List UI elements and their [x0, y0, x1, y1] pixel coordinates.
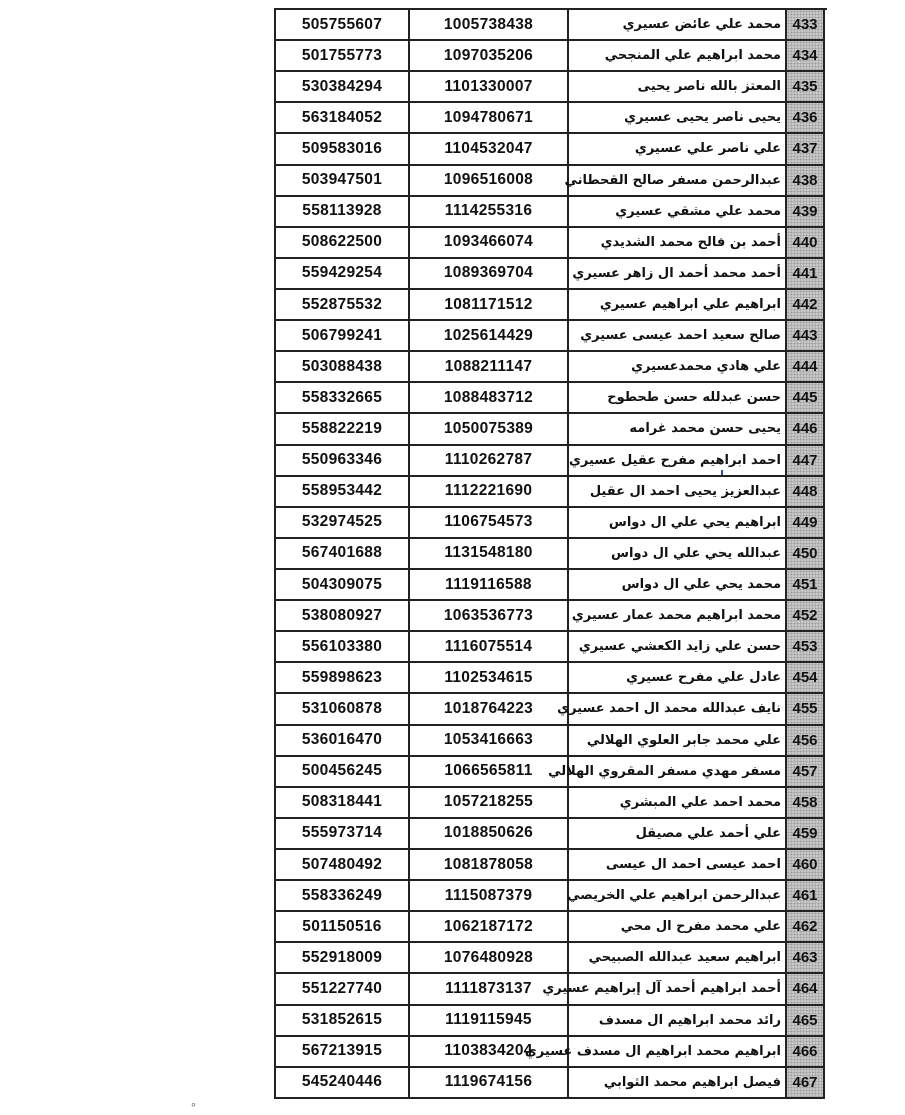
row-number-cell: 454 [787, 663, 825, 694]
row-number-cell: 457 [787, 757, 825, 788]
row-number-cell: 434 [787, 41, 825, 72]
row-number-cell: 464 [787, 974, 825, 1005]
name-cell: عبدالرحمن مسفر صالح القحطاني [569, 166, 787, 197]
row-number-cell: 466 [787, 1037, 825, 1068]
phone-cell: 536016470 [276, 726, 410, 757]
id-cell: 1088483712 [410, 383, 569, 414]
row-number-cell: 448 [787, 477, 825, 508]
id-cell: 1081171512 [410, 290, 569, 321]
phone-cell: 505755607 [276, 10, 410, 41]
row-number-cell: 443 [787, 321, 825, 352]
row-number-cell: 436 [787, 103, 825, 134]
phone-cell: 500456245 [276, 757, 410, 788]
phone-cell: 530384294 [276, 72, 410, 103]
id-cell: 1112221690 [410, 477, 569, 508]
name-cell: صالح سعيد احمد عيسى عسيري [569, 321, 787, 352]
id-cell: 1101330007 [410, 72, 569, 103]
row-number-cell: 446 [787, 414, 825, 445]
table-row [276, 912, 827, 943]
table-row [276, 1037, 827, 1068]
id-cell: 1119674156 [410, 1068, 569, 1099]
id-cell: 1062187172 [410, 912, 569, 943]
ink-mark [721, 470, 723, 475]
id-cell: 1115087379 [410, 881, 569, 912]
phone-cell: 551227740 [276, 974, 410, 1005]
table-row [276, 10, 827, 41]
table-row [276, 197, 827, 228]
phone-cell: 558336249 [276, 881, 410, 912]
table-row [276, 819, 827, 850]
name-cell: ابراهيم محمد ابراهيم ال مسدف عسيري [569, 1037, 787, 1068]
name-cell: أحمد محمد أحمد ال زاهر عسيري [569, 259, 787, 290]
table-row [276, 539, 827, 570]
name-cell: يحيى حسن محمد غرامه [569, 414, 787, 445]
table-row [276, 881, 827, 912]
table-row [276, 352, 827, 383]
id-cell: 1018850626 [410, 819, 569, 850]
id-cell: 1081878058 [410, 850, 569, 881]
name-cell: عبدالرحمن ابراهيم علي الخريصي [569, 881, 787, 912]
phone-cell: 509583016 [276, 134, 410, 165]
row-number-cell: 444 [787, 352, 825, 383]
row-number-cell: 460 [787, 850, 825, 881]
phone-cell: 501150516 [276, 912, 410, 943]
phone-cell: 559898623 [276, 663, 410, 694]
row-number-cell: 445 [787, 383, 825, 414]
id-cell: 1093466074 [410, 228, 569, 259]
row-number-cell: 458 [787, 788, 825, 819]
table-row [276, 570, 827, 601]
id-cell: 1116075514 [410, 632, 569, 663]
name-cell: محمد ابراهيم محمد عمار عسيري [569, 601, 787, 632]
table-row [276, 259, 827, 290]
name-cell: علي ناصر علي عسيري [569, 134, 787, 165]
phone-cell: 531852615 [276, 1006, 410, 1037]
id-cell: 1103834204 [410, 1037, 569, 1068]
row-number-cell: 438 [787, 166, 825, 197]
name-cell: علي أحمد علي مصيقل [569, 819, 787, 850]
row-number-cell: 439 [787, 197, 825, 228]
row-number-cell: 463 [787, 943, 825, 974]
name-cell: أحمد بن فالح محمد الشديدي [569, 228, 787, 259]
phone-cell: 508318441 [276, 788, 410, 819]
id-cell: 1097035206 [410, 41, 569, 72]
table-row [276, 1068, 827, 1099]
id-cell: 1088211147 [410, 352, 569, 383]
phone-cell: 507480492 [276, 850, 410, 881]
row-number-cell: 456 [787, 726, 825, 757]
phone-cell: 538080927 [276, 601, 410, 632]
name-cell: المعتز بالله ناصر يحيى [569, 72, 787, 103]
row-number-cell: 450 [787, 539, 825, 570]
table-row [276, 663, 827, 694]
id-cell: 1005738438 [410, 10, 569, 41]
id-cell: 1053416663 [410, 726, 569, 757]
id-cell: 1050075389 [410, 414, 569, 445]
name-cell: علي هادي محمدعسيري [569, 352, 787, 383]
table-row [276, 321, 827, 352]
phone-cell: 503088438 [276, 352, 410, 383]
table-row [276, 290, 827, 321]
name-cell: حسن علي زايد الكعشي عسيري [569, 632, 787, 663]
name-cell: رائد محمد ابراهيم ال مسدف [569, 1006, 787, 1037]
row-number-cell: 462 [787, 912, 825, 943]
id-cell: 1094780671 [410, 103, 569, 134]
table-row [276, 757, 827, 788]
name-cell: عادل علي مفرح عسيري [569, 663, 787, 694]
name-cell: محمد يحي علي ال دواس [569, 570, 787, 601]
row-number-cell: 449 [787, 508, 825, 539]
table-row [276, 166, 827, 197]
id-cell: 1110262787 [410, 446, 569, 477]
id-cell: 1089369704 [410, 259, 569, 290]
id-cell: 1018764223 [410, 694, 569, 725]
table-row [276, 788, 827, 819]
name-cell: نايف عبدالله محمد ال احمد عسيري [569, 694, 787, 725]
row-number-cell: 451 [787, 570, 825, 601]
row-number-cell: 433 [787, 10, 825, 41]
phone-cell: 503947501 [276, 166, 410, 197]
phone-cell: 558822219 [276, 414, 410, 445]
name-cell: فيصل ابراهيم محمد الثوابي [569, 1068, 787, 1099]
phone-cell: 552875532 [276, 290, 410, 321]
row-number-cell: 455 [787, 694, 825, 725]
id-cell: 1057218255 [410, 788, 569, 819]
id-cell: 1076480928 [410, 943, 569, 974]
name-cell: ابراهيم علي ابراهيم عسيري [569, 290, 787, 321]
table-row [276, 694, 827, 725]
row-number-cell: 453 [787, 632, 825, 663]
id-cell: 1131548180 [410, 539, 569, 570]
row-number-cell: 452 [787, 601, 825, 632]
phone-cell: 504309075 [276, 570, 410, 601]
name-cell: محمد ابراهيم علي المنجحي [569, 41, 787, 72]
phone-cell: 545240446 [276, 1068, 410, 1099]
id-cell: 1111873137 [410, 974, 569, 1005]
table-row [276, 383, 827, 414]
phone-cell: 531060878 [276, 694, 410, 725]
name-cell: محمد علي عائض عسيري [569, 10, 787, 41]
phone-cell: 552918009 [276, 943, 410, 974]
table-row [276, 228, 827, 259]
phone-cell: 558953442 [276, 477, 410, 508]
phone-cell: 501755773 [276, 41, 410, 72]
row-number-cell: 467 [787, 1068, 825, 1099]
scan-speck: ∘ [190, 1099, 197, 1111]
name-cell: عبدالعزيز يحيى احمد ال عقيل [569, 477, 787, 508]
records-table [274, 8, 827, 1099]
id-cell: 1066565811 [410, 757, 569, 788]
id-cell: 1102534615 [410, 663, 569, 694]
table-row [276, 103, 827, 134]
name-cell: عبدالله يحي علي ال دواس [569, 539, 787, 570]
name-cell: يحيى ناصر يحيى عسيري [569, 103, 787, 134]
name-cell: محمد علي مشقي عسيري [569, 197, 787, 228]
row-number-cell: 465 [787, 1006, 825, 1037]
name-cell: حسن عبدلله حسن طحطوح [569, 383, 787, 414]
phone-cell: 567213915 [276, 1037, 410, 1068]
row-number-cell: 435 [787, 72, 825, 103]
phone-cell: 559429254 [276, 259, 410, 290]
name-cell: مسفر مهدي مسفر المقروي الهلالي [569, 757, 787, 788]
table-row [276, 974, 827, 1005]
id-cell: 1119116588 [410, 570, 569, 601]
table-row [276, 508, 827, 539]
table-row [276, 72, 827, 103]
name-cell: محمد احمد علي المبشري [569, 788, 787, 819]
table-row [276, 943, 827, 974]
table-row [276, 446, 827, 477]
name-cell: احمد عيسى احمد ال عيسى [569, 850, 787, 881]
table-row [276, 134, 827, 165]
table-row [276, 414, 827, 445]
id-cell: 1096516008 [410, 166, 569, 197]
phone-cell: 567401688 [276, 539, 410, 570]
phone-cell: 508622500 [276, 228, 410, 259]
row-number-cell: 440 [787, 228, 825, 259]
table-row [276, 477, 827, 508]
row-number-cell: 447 [787, 446, 825, 477]
row-number-cell: 461 [787, 881, 825, 912]
phone-cell: 506799241 [276, 321, 410, 352]
id-cell: 1063536773 [410, 601, 569, 632]
phone-cell: 563184052 [276, 103, 410, 134]
table-row [276, 41, 827, 72]
id-cell: 1104532047 [410, 134, 569, 165]
row-number-cell: 459 [787, 819, 825, 850]
id-cell: 1025614429 [410, 321, 569, 352]
table-row [276, 632, 827, 663]
phone-cell: 558113928 [276, 197, 410, 228]
phone-cell: 532974525 [276, 508, 410, 539]
name-cell: ابراهيم سعيد عبدالله الصبيحي [569, 943, 787, 974]
name-cell: أحمد ابراهيم أحمد آل إبراهيم عسيري [569, 974, 787, 1005]
name-cell: علي محمد مفرح ال محي [569, 912, 787, 943]
row-number-cell: 441 [787, 259, 825, 290]
phone-cell: 555973714 [276, 819, 410, 850]
id-cell: 1106754573 [410, 508, 569, 539]
name-cell: علي محمد جابر العلوي الهلالي [569, 726, 787, 757]
name-cell: احمد ابراهيم مفرح عقيل عسيري [569, 446, 787, 477]
table-row [276, 1006, 827, 1037]
row-number-cell: 442 [787, 290, 825, 321]
phone-cell: 550963346 [276, 446, 410, 477]
row-number-cell: 437 [787, 134, 825, 165]
id-cell: 1114255316 [410, 197, 569, 228]
table-row [276, 601, 827, 632]
table-row [276, 726, 827, 757]
name-cell: ابراهيم يحي علي ال دواس [569, 508, 787, 539]
phone-cell: 558332665 [276, 383, 410, 414]
table-row [276, 850, 827, 881]
id-cell: 1119115945 [410, 1006, 569, 1037]
phone-cell: 556103380 [276, 632, 410, 663]
